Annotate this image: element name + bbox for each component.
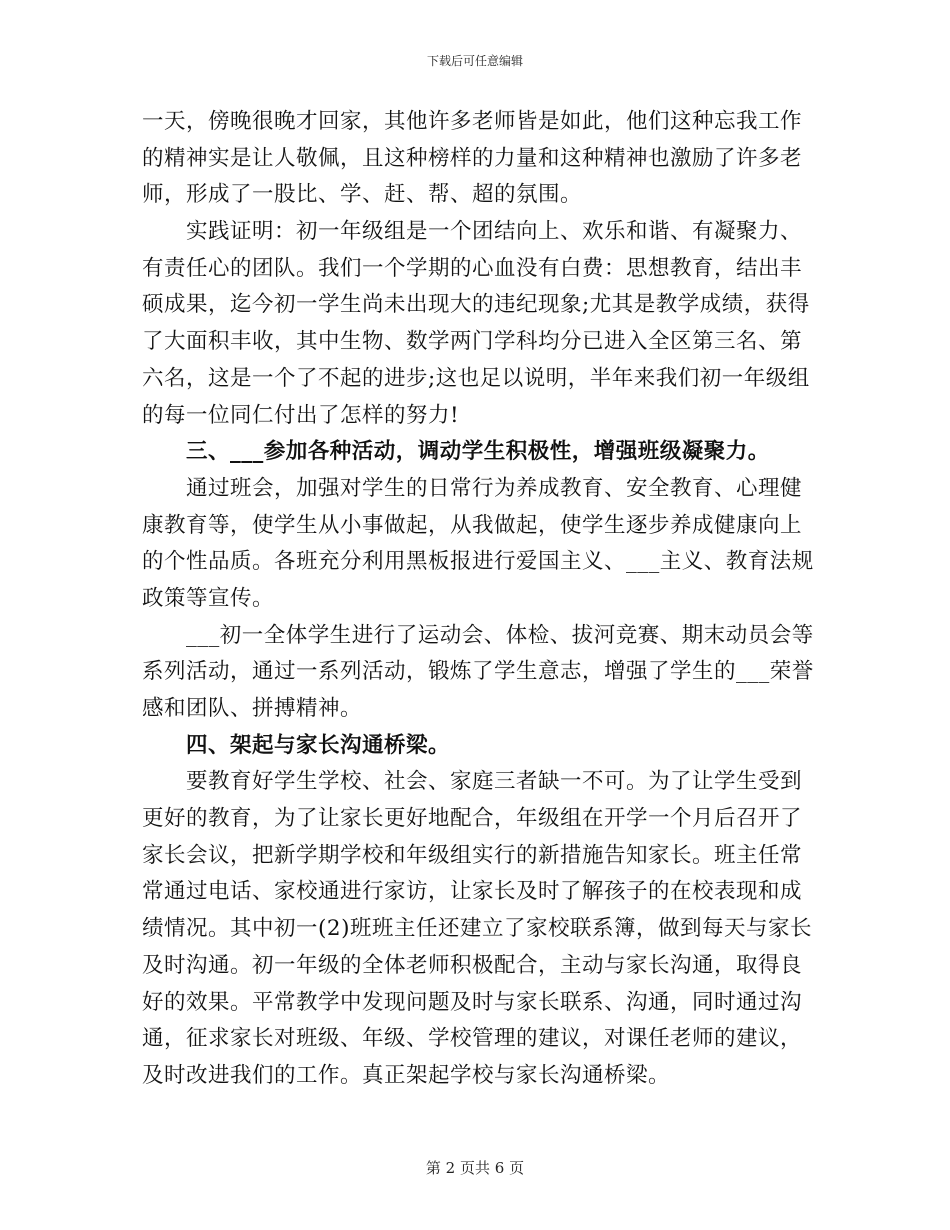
section-heading: 三、___参加各种活动，调动学生积极性，增强班级凝聚力。 <box>186 439 770 465</box>
paragraph-start-line: 要教育好学生学校、社会、家庭三者缺一不可。为了让学生受到 <box>186 769 803 795</box>
paragraph-start-line: ___初一全体学生进行了运动会、体检、拔河竞赛、期末动员会等 <box>186 622 814 648</box>
paragraph-start-line: 实践证明：初一年级组是一个团结向上、欢乐和谐、有凝聚力、 <box>186 219 803 245</box>
body-line: 了大面积丰收，其中生物、数学两门学科均分已进入全区第三名、第 <box>142 329 803 355</box>
body-line: 硕成果，迄今初一学生尚未出现大的违纪现象;尤其是教学成绩，获得 <box>142 292 810 318</box>
body-line: 康教育等，使学生从小事做起，从我做起，使学生逐步养成健康向上 <box>142 512 803 538</box>
body-line: 更好的教育，为了让家长更好地配合，年级组在开学一个月后召开了 <box>142 806 803 832</box>
page-header: 下载后可任意编辑 <box>426 54 523 68</box>
body-line: 系列活动，通过一系列活动，锻炼了学生意志，增强了学生的___荣誉 <box>142 659 814 685</box>
section-heading: 四、架起与家长沟通桥梁。 <box>186 732 451 758</box>
body-line: 好的效果。平常教学中发现问题及时与家长联系、沟通，同时通过沟 <box>142 989 803 1015</box>
body-line: 家长会议，把新学期学校和年级组实行的新措施告知家长。班主任常 <box>142 842 803 868</box>
body-line: 一天，傍晚很晚才回家，其他许多老师皆是如此，他们这种忘我工作 <box>142 109 803 134</box>
body-line: 常通过电话、家校通进行家访，让家长及时了解孩子的在校表现和成 <box>142 879 803 905</box>
document-body <box>142 104 814 1095</box>
body-line: 师，形成了一股比、学、赶、帮、超的氛围。 <box>142 182 583 208</box>
paragraph-start-line: 通过班会，加强对学生的日常行为养成教育、安全教育、心理健 <box>186 475 803 501</box>
body-line: 及时沟通。初一年级的全体老师积极配合，主动与家长沟通，取得良 <box>142 952 803 978</box>
body-line: 感和团队、拼搏精神。 <box>142 696 363 721</box>
body-line: 的每一位同仁付出了怎样的努力! <box>142 402 460 428</box>
body-line: 绩情况。其中初一(2)班班主任还建立了家校联系簿，做到每天与家长 <box>142 916 812 942</box>
body-line: 的精神实是让人敬佩，且这种榜样的力量和这种精神也激励了许多老 <box>142 145 803 171</box>
body-line: 六名，这是一个了不起的进步;这也足以说明，半年来我们初一年级组 <box>142 365 810 391</box>
page-number-footer: 第 2 页共 6 页 <box>425 1159 525 1177</box>
body-line: 的个性品质。各班充分利用黑板报进行爱国主义、___主义、教育法规 <box>142 549 814 575</box>
body-line: 通，征求家长对班级、年级、学校管理的建议，对课任老师的建议， <box>142 1026 803 1052</box>
body-line: 政策等宣传。 <box>142 585 275 611</box>
body-line: 及时改进我们的工作。真正架起学校与家长沟通桥梁。 <box>142 1062 671 1088</box>
body-line: 有责任心的团队。我们一个学期的心血没有白费：思想教育，结出丰 <box>142 255 803 281</box>
